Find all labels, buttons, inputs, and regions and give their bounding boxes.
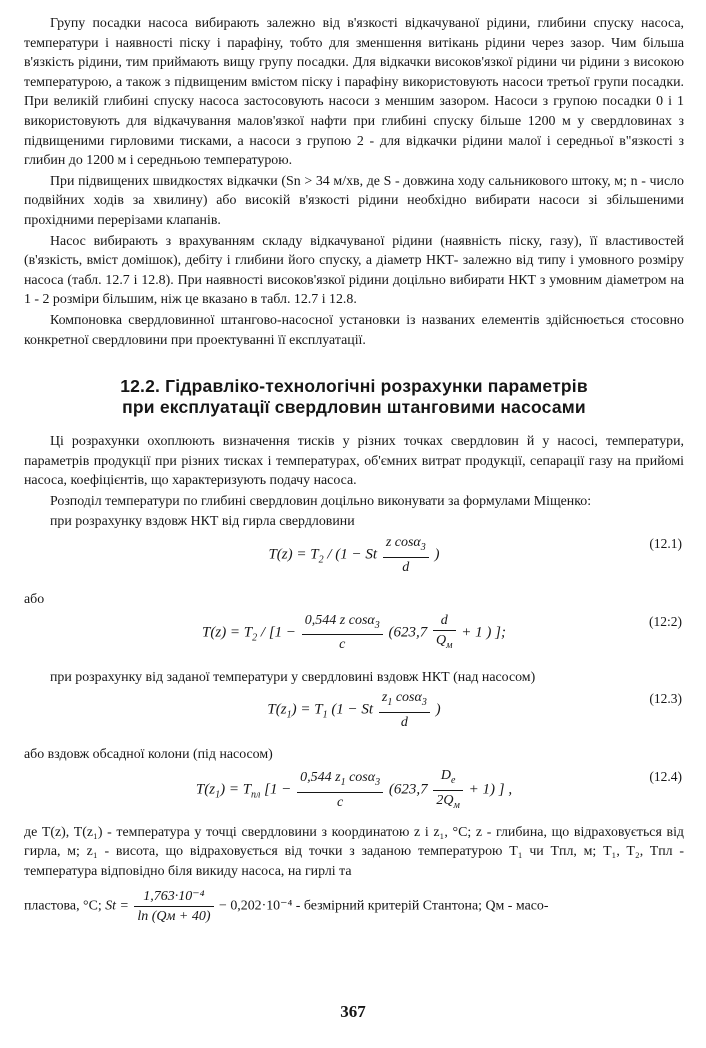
paragraph: Групу посадки насоса вибирають залежно від в'язкості відкачуваної рідини, глибини спуску насоса, температури і наявності піску і парафіну, тобто для зменшення витікань рідини через зазор. Чим більша в'язкість рідини, тим приймають вищу групу посадки. Для відкачки високов'язкої рідини чи рідини з високою температурою, а також з підвищеним вмістом піску і парафіну використовують насоси третьої групи посадки. При великій глибині спуску насоса застосовують насоси з меншим зазором. Насоси з групою посадки 0 і 1 використовують для відкачування малов'язкої нафти при глибині спуску більше 1200 м у свердловинах з підвищеними гирловими тисками, а насоси з групою 2 - для відкачки рідини малої і середньої в"язкості з глибин до 1200 м і середньою температурою.	[24, 16, 684, 169]
section-heading	[24, 376, 684, 418]
page-number: 367	[340, 1002, 366, 1021]
paragraph: Насос вибирають з врахуванням складу відкачуваної рідини (наявність піску, газу), її властивостей (в'язкість, вміст домішок), дебіту і глибини його спуску, а діаметр НКТ- залежно від типу і умовного розміру насоса (табл. 12.7 і 12.8). При наявності високов'язкої рідини доцільно вибирати НКТ з умовним діаметром на 1 - 2 розміри більшим, ніж це вказано в табл. 12.7 і 12.8.	[24, 233, 684, 308]
equation-number: (12.1)	[649, 536, 682, 552]
paragraph: Ці розрахунки охоплюють визначення тисків у різних точках свердловин й у насосі, температури, параметрів продукції при різних тисках і температурах, об'ємних витрат продукції, сепарації газу на прийомі насоса, коефіцієнтів, що характеризують подачу насоса.	[24, 434, 684, 489]
equation-number: (12.4)	[649, 768, 682, 784]
heading-line-1: 12.2. Гідравліко-технологічні розрахунки параметрів	[120, 376, 588, 397]
equation-12-2: $T(z) = T_2 / [1$ − $\frac{0,544 z \cos\alpha_3}{c}$ (623,7 $\frac{d}{Q_м}$ + 1 ) ]; (12:2)	[202, 612, 682, 653]
paragraph: де T(z), T(z₁) - температура у точці свердловини з координатою z і z₁, °C; z - глибина, що відраховується від гирла, м; z₁ - висота, що відраховується від точки з заданою температурою T₁ чи Tпл, м; T₁, T₂, Tпл - температура відповідно біля викиду насоса, на гирлі та	[24, 824, 684, 880]
heading-line-2: при експлуатації свердловин штанговими насосами	[122, 397, 586, 418]
paragraph: або вздовж обсадної колони (під насосом)	[24, 747, 273, 763]
page-content	[24, 14, 684, 926]
paragraph: при розрахунку вздовж НКТ від гирла свердловини	[50, 514, 355, 530]
equation-12-1: $T(z) = T_2 / (1 - St$ $\frac{z \cos\alpha_3}{d}$ ) (12.1)	[268, 535, 682, 575]
paragraph: при розрахунку від заданої температури у свердловині вздовж НКТ (над насосом)	[50, 669, 536, 685]
paragraph: або	[24, 592, 45, 608]
equation-number: (12:2)	[649, 613, 682, 629]
paragraph: Розподіл температури по глибині свердловин доцільно виконувати за формулами Міщенко:	[50, 493, 592, 509]
equation-number: (12.3)	[649, 691, 682, 707]
paragraph: Компоновка свердловинної штангово-насосної установки із названих елементів здійснюється стосовно конкретної свердловини при проектуванні її експлуатації.	[24, 312, 684, 348]
paragraph: При підвищених швидкостях відкачки (Sn > 34 м/хв, де S - довжина ходу сальникового штоку, м; n - число подвійних ходів за хвилину) або високій в'язкості рідини необхідно вибирати насоси зі збільшеними прохідними перерізами клапанів.	[24, 173, 684, 228]
equation-12-4: $T(z_1) = T_{пл}$ [1 − $\frac{0,544 z_1 \cos\alpha_3}{c}$ (623,7 $\frac{D_e}{2Q_м}$ + 1) ] , (12.4)	[195, 767, 682, 811]
paragraph-last-line: пластова, °C; St = $\frac{\text{1,763·10⁻⁴}}{\ln (Qм + 40)}$ − 0,202·10⁻⁴ - безмірний критерій Стантона; Qм - масо-	[24, 888, 549, 924]
equation-12-3: $T(z_1) = T_1$ (1 − St $\frac{z_1 \cos\alpha_3}{d}$ ) (12.3)	[267, 690, 682, 731]
